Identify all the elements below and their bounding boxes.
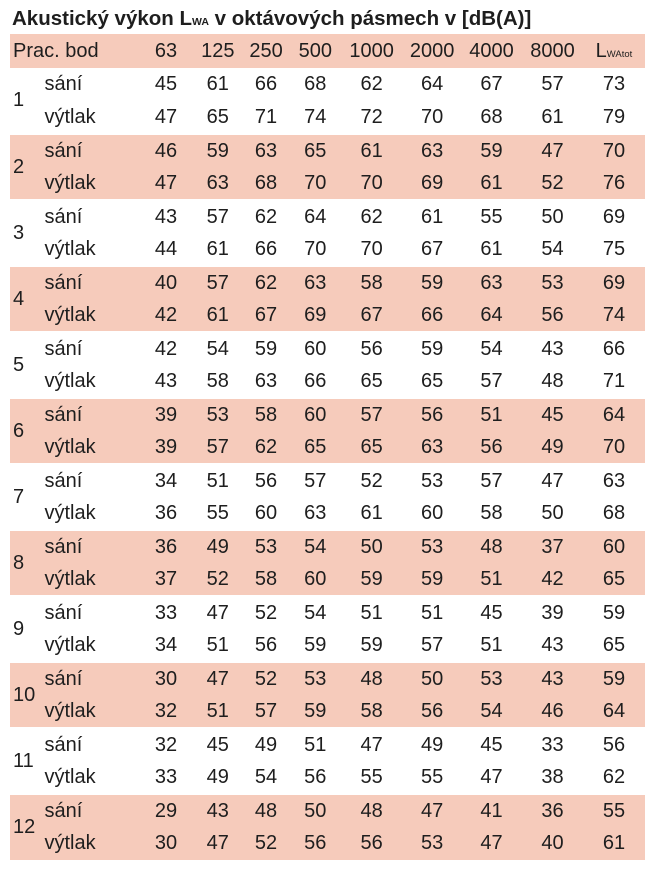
band-value-cell: 59 (194, 134, 242, 167)
table-row (10, 200, 645, 233)
band-value-cell: 66 (254, 73, 278, 95)
band-value-cell: 66 (304, 369, 327, 392)
band-value-cell: 59 (403, 266, 461, 299)
band-value-cell: 47 (522, 134, 583, 167)
band-value-cell: 51 (290, 728, 340, 761)
band-value-cell: 54 (194, 332, 242, 365)
mode-label-discharge: výtlak (40, 695, 138, 728)
band-value-cell: 57 (340, 398, 403, 431)
band-value-cell: 56 (522, 299, 583, 332)
table-row (10, 167, 645, 200)
band-value-cell: 45 (194, 728, 242, 761)
band-value-cell: 39 (138, 431, 194, 464)
band-value-cell: 52 (242, 596, 291, 629)
band-value-cell: 60 (290, 332, 340, 365)
band-value-cell: 51 (194, 695, 242, 728)
band-value-cell: 56 (304, 765, 327, 788)
table-row (10, 68, 645, 101)
total-value-cell: 79 (602, 105, 626, 128)
band-value-cell: 57 (421, 633, 444, 656)
header-band: 4000 (461, 34, 522, 68)
band-value-cell: 63 (403, 431, 461, 464)
band-value-cell: 42 (522, 563, 583, 596)
band-value-cell: 57 (290, 464, 340, 497)
band-value-cell: 58 (340, 266, 403, 299)
band-value-cell: 57 (541, 73, 564, 95)
total-value-cell: 74 (583, 299, 645, 332)
band-value-cell: 32 (138, 695, 194, 728)
band-value-cell: 61 (206, 237, 229, 260)
total-value-cell: 70 (583, 134, 645, 167)
table-row (10, 299, 645, 332)
band-value-cell: 63 (304, 501, 327, 524)
table-row (10, 728, 645, 761)
band-value-cell: 49 (242, 728, 291, 761)
band-value-cell: 37 (522, 530, 583, 563)
table-row (10, 596, 645, 629)
table-row (10, 497, 645, 530)
band-value-cell: 56 (254, 633, 278, 656)
band-value-cell: 60 (421, 501, 444, 524)
band-value-cell: 48 (340, 794, 403, 827)
band-value-cell: 70 (304, 237, 327, 260)
total-value-cell: 63 (583, 464, 645, 497)
band-value-cell: 33 (154, 765, 178, 788)
table-row (10, 101, 645, 134)
table-row (10, 563, 645, 596)
band-value-cell: 58 (340, 695, 403, 728)
band-value-cell: 59 (360, 633, 383, 656)
band-value-cell: 56 (290, 827, 340, 860)
band-value-cell: 61 (340, 134, 403, 167)
band-value-cell: 70 (340, 167, 403, 200)
band-value-cell: 47 (194, 662, 242, 695)
mode-label-discharge: výtlak (44, 369, 96, 392)
band-value-cell: 36 (138, 530, 194, 563)
band-value-cell: 58 (242, 398, 291, 431)
band-value-cell: 61 (194, 299, 242, 332)
band-value-cell: 56 (340, 827, 403, 860)
table-body (10, 68, 645, 860)
band-value-cell: 59 (304, 633, 327, 656)
mode-label-intake: sání (40, 662, 138, 695)
band-value-cell: 59 (403, 563, 461, 596)
band-value-cell: 34 (138, 464, 194, 497)
mode-label-intake: sání (40, 398, 138, 431)
band-value-cell: 69 (403, 167, 461, 200)
band-value-cell: 58 (242, 563, 291, 596)
band-value-cell: 45 (154, 73, 178, 95)
band-value-cell: 52 (340, 464, 403, 497)
band-value-cell: 61 (461, 167, 522, 200)
table-row (10, 266, 645, 299)
band-value-cell: 45 (461, 596, 522, 629)
band-value-cell: 52 (242, 827, 291, 860)
band-value-cell: 62 (242, 431, 291, 464)
title-subscript: WA (192, 16, 209, 28)
total-value-cell: 76 (583, 167, 645, 200)
band-value-cell: 50 (541, 501, 564, 524)
band-value-cell: 57 (461, 464, 522, 497)
band-value-cell: 71 (254, 105, 278, 128)
band-value-cell: 54 (290, 530, 340, 563)
operating-point-number: 2 (10, 134, 40, 200)
band-value-cell: 56 (340, 332, 403, 365)
mode-label-intake: sání (40, 530, 138, 563)
band-value-cell: 40 (522, 827, 583, 860)
band-value-cell: 45 (461, 728, 522, 761)
mode-label-discharge: výtlak (40, 167, 138, 200)
band-value-cell: 70 (360, 237, 383, 260)
table-row (10, 134, 645, 167)
band-value-cell: 49 (403, 728, 461, 761)
total-value-cell: 65 (602, 633, 626, 656)
table-row (10, 464, 645, 497)
header-total (583, 34, 645, 68)
band-value-cell: 51 (461, 398, 522, 431)
band-value-cell: 68 (242, 167, 291, 200)
table-row (10, 629, 645, 662)
band-value-cell: 51 (403, 596, 461, 629)
band-value-cell: 57 (194, 431, 242, 464)
band-value-cell: 62 (242, 266, 291, 299)
band-value-cell: 52 (242, 662, 291, 695)
band-value-cell: 57 (194, 266, 242, 299)
title-suffix: v oktávových pásmech v [dB(A)] (208, 7, 532, 30)
band-value-cell: 70 (290, 167, 340, 200)
band-value-cell: 43 (522, 332, 583, 365)
band-value-cell: 42 (138, 299, 194, 332)
operating-point-number: 10 (10, 662, 40, 728)
mode-label-discharge: výtlak (40, 563, 138, 596)
band-value-cell: 30 (138, 827, 194, 860)
band-value-cell: 65 (290, 431, 340, 464)
table-row (10, 530, 645, 563)
band-value-cell: 52 (194, 563, 242, 596)
band-value-cell: 51 (480, 633, 503, 656)
table-row (10, 695, 645, 728)
band-value-cell: 60 (290, 398, 340, 431)
band-value-cell: 52 (522, 167, 583, 200)
mode-label-discharge: výtlak (44, 237, 96, 260)
band-value-cell: 47 (340, 728, 403, 761)
band-value-cell: 47 (154, 105, 178, 128)
operating-point-number: 8 (10, 530, 40, 596)
band-value-cell: 69 (290, 299, 340, 332)
band-value-cell: 68 (304, 73, 327, 95)
operating-point-number: 3 (10, 200, 40, 266)
mode-label-intake: sání (40, 200, 138, 233)
mode-label-intake: sání (40, 794, 138, 827)
total-value-cell: 66 (583, 332, 645, 365)
band-value-cell: 65 (206, 105, 229, 128)
band-value-cell: 58 (206, 369, 229, 392)
band-value-cell: 50 (522, 200, 583, 233)
band-value-cell: 65 (290, 134, 340, 167)
band-value-cell: 55 (206, 501, 229, 524)
band-value-cell: 64 (461, 299, 522, 332)
band-value-cell: 38 (541, 765, 564, 788)
mode-label-discharge: výtlak (40, 431, 138, 464)
band-value-cell: 53 (290, 662, 340, 695)
band-value-cell: 53 (403, 530, 461, 563)
mode-label-discharge: výtlak (40, 827, 138, 860)
mode-label-discharge: výtlak (44, 765, 96, 788)
band-value-cell: 67 (480, 73, 503, 95)
header-total-main: L (595, 39, 607, 62)
band-value-cell: 39 (138, 398, 194, 431)
band-value-cell: 48 (242, 794, 291, 827)
band-value-cell: 67 (242, 299, 291, 332)
band-value-cell: 63 (194, 167, 242, 200)
band-value-cell: 59 (242, 332, 291, 365)
header-row (10, 34, 645, 68)
band-value-cell: 74 (304, 105, 327, 128)
band-value-cell: 55 (360, 765, 383, 788)
mode-label-intake: sání (40, 596, 138, 629)
table-row (10, 761, 645, 794)
total-value-cell: 69 (583, 266, 645, 299)
operating-point-number: 11 (10, 728, 40, 794)
band-value-cell: 54 (254, 765, 278, 788)
table-row (10, 794, 645, 827)
total-value-cell: 64 (583, 695, 645, 728)
header-band: 500 (290, 34, 340, 68)
band-value-cell: 43 (138, 200, 194, 233)
band-value-cell: 53 (194, 398, 242, 431)
band-value-cell: 51 (461, 563, 522, 596)
band-value-cell: 54 (541, 237, 564, 260)
band-value-cell: 54 (461, 695, 522, 728)
band-value-cell: 61 (206, 73, 229, 95)
total-value-cell: 70 (583, 431, 645, 464)
band-value-cell: 53 (461, 662, 522, 695)
total-value-cell: 75 (602, 237, 626, 260)
band-value-cell: 46 (522, 695, 583, 728)
band-value-cell: 29 (138, 794, 194, 827)
band-value-cell: 53 (242, 530, 291, 563)
band-value-cell: 47 (480, 765, 503, 788)
band-value-cell: 50 (403, 662, 461, 695)
band-value-cell: 62 (360, 73, 383, 95)
band-value-cell: 51 (194, 464, 242, 497)
table-row (10, 332, 645, 365)
band-value-cell: 60 (254, 501, 278, 524)
band-value-cell: 47 (194, 596, 242, 629)
band-value-cell: 55 (461, 200, 522, 233)
header-operating-point: Prac. bod (10, 34, 138, 68)
band-value-cell: 60 (290, 563, 340, 596)
band-value-cell: 30 (138, 662, 194, 695)
band-value-cell: 50 (290, 794, 340, 827)
band-value-cell: 47 (461, 827, 522, 860)
band-value-cell: 47 (403, 794, 461, 827)
header-band: 2000 (403, 34, 461, 68)
header-total-sub: WAtot (606, 48, 633, 60)
total-value-cell: 56 (583, 728, 645, 761)
band-value-cell: 72 (360, 105, 383, 128)
band-value-cell: 41 (461, 794, 522, 827)
header-band: 250 (242, 34, 291, 68)
total-value-cell: 68 (602, 501, 626, 524)
total-value-cell: 65 (583, 563, 645, 596)
band-value-cell: 57 (242, 695, 291, 728)
mode-label-discharge: výtlak (44, 633, 96, 656)
band-value-cell: 49 (522, 431, 583, 464)
band-value-cell: 63 (242, 134, 291, 167)
band-value-cell: 57 (480, 369, 503, 392)
band-value-cell: 40 (138, 266, 194, 299)
band-value-cell: 66 (254, 237, 278, 260)
band-value-cell: 57 (194, 200, 242, 233)
band-value-cell: 32 (138, 728, 194, 761)
band-value-cell: 46 (138, 134, 194, 167)
band-value-cell: 63 (461, 266, 522, 299)
band-value-cell: 61 (480, 237, 503, 260)
mode-label-intake: sání (44, 73, 83, 95)
band-value-cell: 42 (138, 332, 194, 365)
mode-label-discharge: výtlak (44, 105, 96, 128)
total-value-cell: 60 (583, 530, 645, 563)
band-value-cell: 53 (522, 266, 583, 299)
header-band: 63 (138, 34, 194, 68)
band-value-cell: 43 (541, 633, 564, 656)
band-value-cell: 36 (154, 501, 178, 524)
band-value-cell: 67 (340, 299, 403, 332)
total-value-cell: 73 (602, 73, 626, 95)
band-value-cell: 63 (403, 134, 461, 167)
operating-point-number: 12 (10, 794, 40, 860)
band-value-cell: 56 (242, 464, 291, 497)
header-band: 125 (194, 34, 242, 68)
band-value-cell: 33 (138, 596, 194, 629)
table-row (10, 827, 645, 860)
band-value-cell: 56 (403, 398, 461, 431)
band-value-cell: 55 (421, 765, 444, 788)
band-value-cell: 50 (340, 530, 403, 563)
band-value-cell: 59 (340, 563, 403, 596)
table-row (10, 365, 645, 398)
band-value-cell: 59 (461, 134, 522, 167)
total-value-cell: 61 (583, 827, 645, 860)
band-value-cell: 44 (154, 237, 178, 260)
band-value-cell: 61 (541, 105, 564, 128)
band-value-cell: 65 (340, 431, 403, 464)
total-value-cell: 69 (583, 200, 645, 233)
total-value-cell: 59 (583, 596, 645, 629)
band-value-cell: 51 (340, 596, 403, 629)
total-value-cell: 71 (602, 369, 626, 392)
operating-point-number: 5 (10, 332, 40, 398)
mode-label-intake: sání (40, 332, 138, 365)
band-value-cell: 54 (461, 332, 522, 365)
band-value-cell: 47 (138, 167, 194, 200)
band-value-cell: 63 (290, 266, 340, 299)
operating-point-number: 1 (13, 89, 25, 111)
band-value-cell: 43 (522, 662, 583, 695)
table-title (12, 4, 531, 34)
band-value-cell: 56 (461, 431, 522, 464)
mode-label-intake: sání (40, 464, 138, 497)
band-value-cell: 66 (403, 299, 461, 332)
table-row (10, 431, 645, 464)
operating-point-number: 4 (10, 266, 40, 332)
band-value-cell: 45 (522, 398, 583, 431)
operating-point-number: 7 (10, 464, 40, 530)
band-value-cell: 67 (421, 237, 444, 260)
band-value-cell: 70 (421, 105, 444, 128)
operating-point-number: 6 (10, 398, 40, 464)
band-value-cell: 59 (403, 332, 461, 365)
band-value-cell: 47 (522, 464, 583, 497)
band-value-cell: 53 (403, 464, 461, 497)
band-value-cell: 64 (421, 73, 444, 95)
total-value-cell: 64 (583, 398, 645, 431)
band-value-cell: 36 (522, 794, 583, 827)
band-value-cell: 53 (403, 827, 461, 860)
band-value-cell: 48 (541, 369, 564, 392)
mode-label-discharge: výtlak (44, 501, 96, 524)
band-value-cell: 62 (242, 200, 291, 233)
band-value-cell: 64 (290, 200, 340, 233)
band-value-cell: 49 (206, 765, 229, 788)
header-band: 1000 (340, 34, 403, 68)
band-value-cell: 48 (461, 530, 522, 563)
band-value-cell: 39 (522, 596, 583, 629)
band-value-cell: 47 (194, 827, 242, 860)
title-prefix: Akustický výkon L (12, 7, 193, 30)
band-value-cell: 62 (340, 200, 403, 233)
band-value-cell: 49 (194, 530, 242, 563)
sound-power-table (10, 34, 645, 860)
mode-label-discharge: výtlak (40, 299, 138, 332)
table-row (10, 398, 645, 431)
mode-label-intake: sání (40, 266, 138, 299)
table-row (10, 662, 645, 695)
band-value-cell: 56 (403, 695, 461, 728)
band-value-cell: 54 (290, 596, 340, 629)
total-value-cell: 59 (583, 662, 645, 695)
band-value-cell: 33 (522, 728, 583, 761)
mode-label-intake: sání (40, 134, 138, 167)
header-band: 8000 (522, 34, 583, 68)
total-value-cell: 55 (583, 794, 645, 827)
band-value-cell: 63 (254, 369, 278, 392)
band-value-cell: 68 (480, 105, 503, 128)
total-value-cell: 62 (602, 765, 626, 788)
band-value-cell: 58 (480, 501, 503, 524)
operating-point-number: 9 (10, 596, 40, 662)
band-value-cell: 48 (340, 662, 403, 695)
band-value-cell: 59 (290, 695, 340, 728)
mode-label-intake: sání (40, 728, 138, 761)
band-value-cell: 61 (403, 200, 461, 233)
band-value-cell: 34 (154, 633, 178, 656)
band-value-cell: 51 (206, 633, 229, 656)
band-value-cell: 61 (360, 501, 383, 524)
band-value-cell: 43 (154, 369, 178, 392)
band-value-cell: 37 (138, 563, 194, 596)
table-row (10, 233, 645, 266)
band-value-cell: 65 (421, 369, 444, 392)
band-value-cell: 43 (194, 794, 242, 827)
band-value-cell: 65 (360, 369, 383, 392)
